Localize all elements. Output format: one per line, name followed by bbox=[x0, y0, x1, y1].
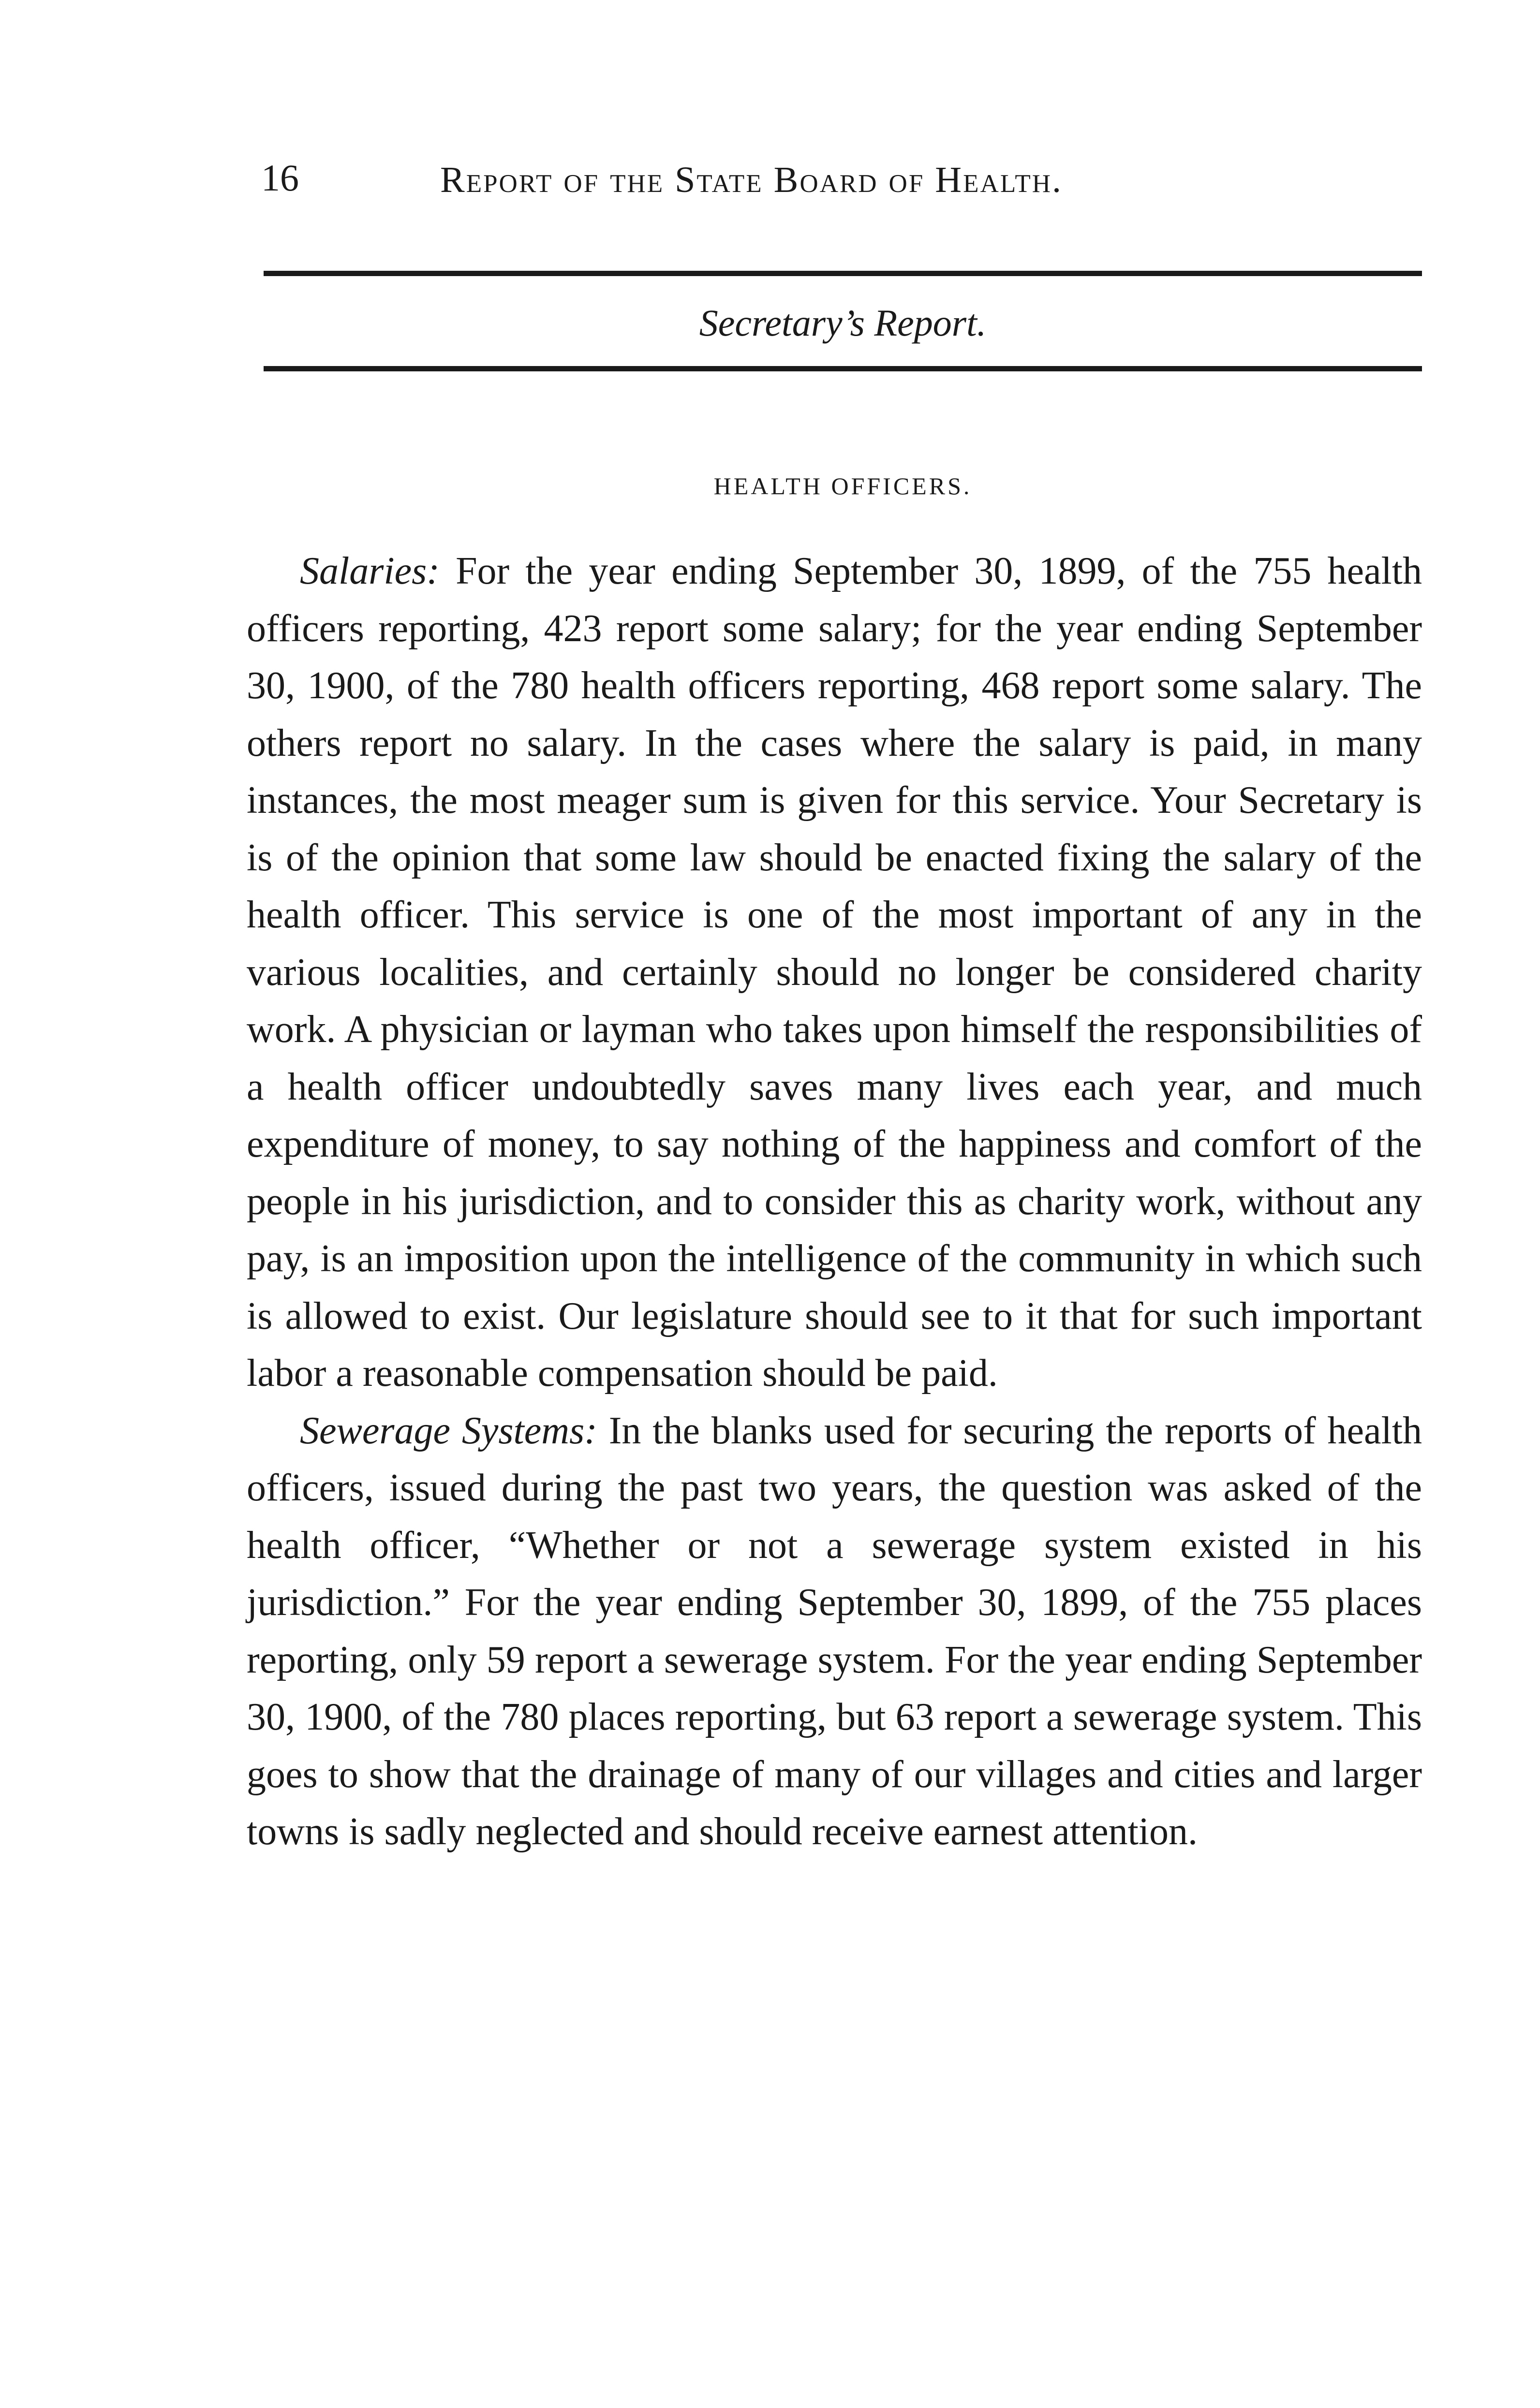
paragraph-text-salaries: For the year ending September 30, 1899, of the 755 health officers reporting, 423 report some salary; for the year ending September 30, 1900, of the 780 health officers reporting, 468 report some salary. The others report no salary. In the cases where the salary is paid, in many instances, the most meager sum is given for this service. Your Secretary is is of the opinion that some law should be enacted fixing the salary of the health officer. This service is one of the most important of any in the various localities, and certainly should no longer be considered charity work. A physician or layman who takes upon himself the responsibilities of a health officer undoubtedly saves many lives each year, and much expenditure of money, to say nothing of the happiness and comfort of the people in his jurisdiction, and to consider this as charity work, without any pay, is an imposition upon the intelligence of the community in which such is allowed to exist. Our legislature should see to it that for such important labor a reasonable compensation should be paid. bbox=[247, 550, 1422, 1395]
section-subheading: HEALTH OFFICERS. bbox=[713, 472, 972, 499]
top-rule bbox=[264, 271, 1422, 276]
paragraph-salaries bbox=[247, 543, 1422, 1402]
paragraph-text-sewerage: In the blanks used for securing the reports of health officers, issued during the past two years, the question was asked of the health officer, “Whether or not a sewerage system existed in his jurisdiction.” For the year ending September 30, 1899, of the 755 places reporting, only 59 report a sewerage system. For the year ending September 30, 1900, of the 780 places reporting, but 63 report a sewerage system. This goes to show that the drainage of many of our villages and cities and larger towns is sadly neglected and should receive earnest attention. bbox=[247, 1409, 1422, 1853]
section-title: Secretary’s Report. bbox=[699, 302, 987, 344]
paragraph-label-sewerage: Sewerage Systems: bbox=[300, 1409, 597, 1452]
body-text bbox=[247, 543, 1422, 1861]
paragraph-label-salaries: Salaries: bbox=[300, 550, 440, 592]
running-head-title: Report of the State Board of Health. bbox=[440, 160, 1063, 200]
paragraph-sewerage bbox=[247, 1402, 1422, 1861]
running-head bbox=[261, 154, 1422, 212]
page-number: 16 bbox=[261, 157, 299, 199]
bottom-rule bbox=[264, 366, 1422, 371]
